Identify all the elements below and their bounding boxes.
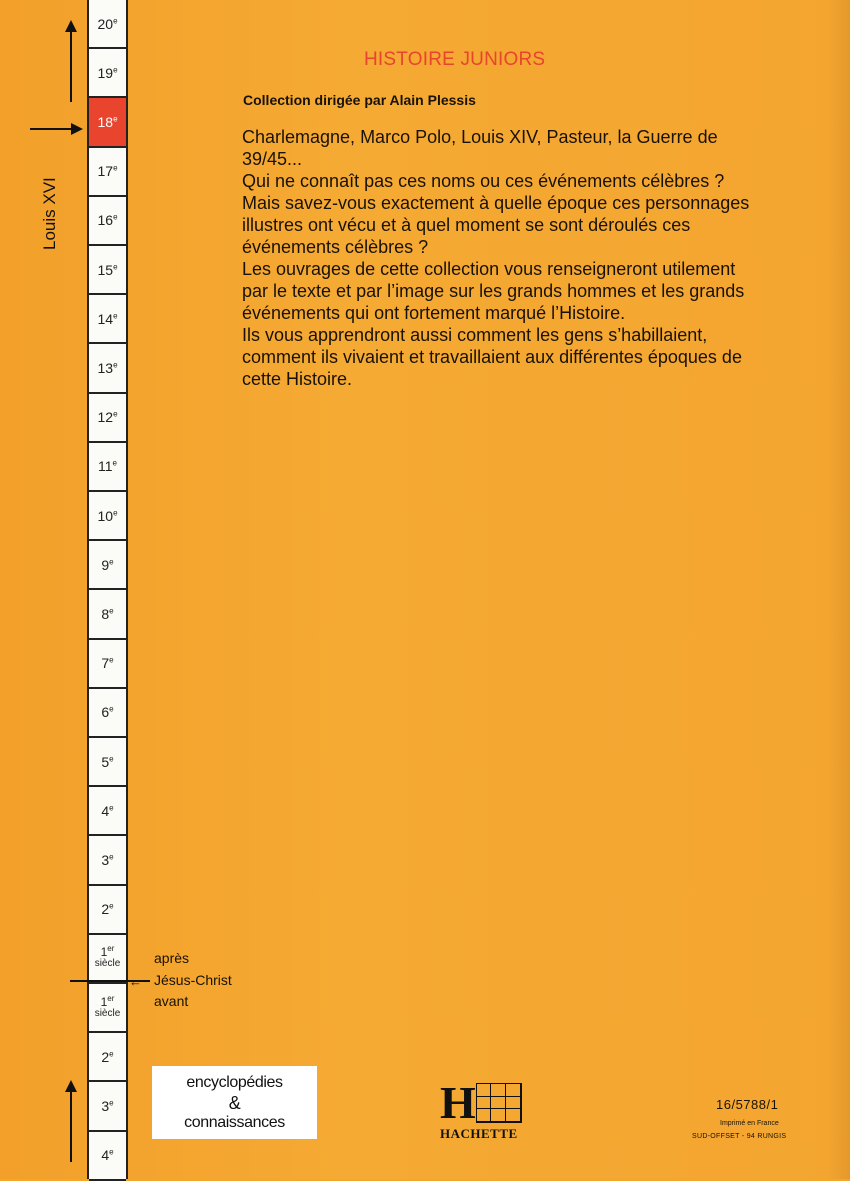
century-cell: 1er siècle (89, 935, 126, 984)
century-cell: 3e (89, 836, 126, 885)
blurb-text (242, 126, 762, 390)
century-cell: 16e (89, 197, 126, 246)
century-cell: 11e (89, 443, 126, 492)
century-cell: 20e (89, 0, 126, 49)
bottom-arrow-up-icon (70, 1090, 72, 1162)
century-cell: 10e (89, 492, 126, 541)
left-arrow-icon: ← (129, 974, 142, 989)
century-cell: 7e (89, 640, 126, 689)
printed-in-label: Imprimé en France (720, 1120, 779, 1127)
century-cell: 17e (89, 148, 126, 197)
century-cell: 9e (89, 541, 126, 590)
century-cell: 13e (89, 344, 126, 393)
blurb-paragraph: Les ouvrages de cette collection vous renseigneront utilement par le texte et par l’image sur les grands hommes et les grands événements qui ont fortement marqué l’Histoire. (242, 259, 745, 323)
jesus-christ-label: Jésus-Christ (154, 972, 232, 988)
louis-xvi-label: Louis XVI (40, 177, 59, 250)
collection-editor: Collection dirigée par Alain Plessis (243, 92, 476, 108)
blurb-paragraph: Qui ne connaît pas ces noms ou ces événements célèbres ? (242, 171, 725, 191)
century-cell: 8e (89, 590, 126, 639)
blurb-paragraph: Charlemagne, Marco Polo, Louis XIV, Pasteur, la Guerre de 39/45... (242, 127, 718, 169)
series-title: HISTOIRE JUNIORS (364, 49, 546, 70)
logo-line: encyclopédies (186, 1073, 283, 1091)
century-cell: 19e (89, 49, 126, 98)
century-cell: 3e (89, 1082, 126, 1131)
blurb-paragraph: Ils vous apprendront aussi comment les gens s’habillaient, comment ils vivaient et travaillaient aux différentes époques de cette Histoire. (242, 325, 742, 389)
century-cell: 4e (89, 787, 126, 836)
before-label: avant (154, 993, 189, 1009)
century-cell: 12e (89, 394, 126, 443)
printer-label: SUD-OFFSET - 94 RUNGIS (692, 1133, 787, 1140)
century-cell: 6e (89, 689, 126, 738)
century-cell: 15e (89, 246, 126, 295)
louis-xvi-arrow-icon (30, 128, 72, 130)
hachette-logo (440, 1077, 536, 1142)
century-cell: 4e (89, 1132, 126, 1181)
century-cell: 2e (89, 1033, 126, 1082)
logo-ampersand: & (228, 1092, 241, 1113)
century-timeline-ruler (87, 0, 128, 1179)
hachette-mark-icon: H (440, 1080, 536, 1126)
century-cell: 2e (89, 886, 126, 935)
century-cell: 14e (89, 295, 126, 344)
logo-line: connaissances (184, 1113, 285, 1131)
after-label: après (154, 950, 190, 966)
century-cell: 5e (89, 738, 126, 787)
blurb-paragraph: Mais savez-vous exactement à quelle époque ces personnages illustres ont vécu et à quel moment se sont déroulés ces événements célèbres ? (242, 193, 750, 257)
publisher-name: HACHETTE (440, 1126, 518, 1141)
top-arrow-up-icon (70, 30, 72, 102)
encyclopedies-connaissances-logo (152, 1066, 317, 1139)
catalog-code: 16/5788/1 (716, 1097, 779, 1112)
century-cell: 1er siècle (89, 984, 126, 1033)
century-cell: 18e (89, 98, 126, 147)
